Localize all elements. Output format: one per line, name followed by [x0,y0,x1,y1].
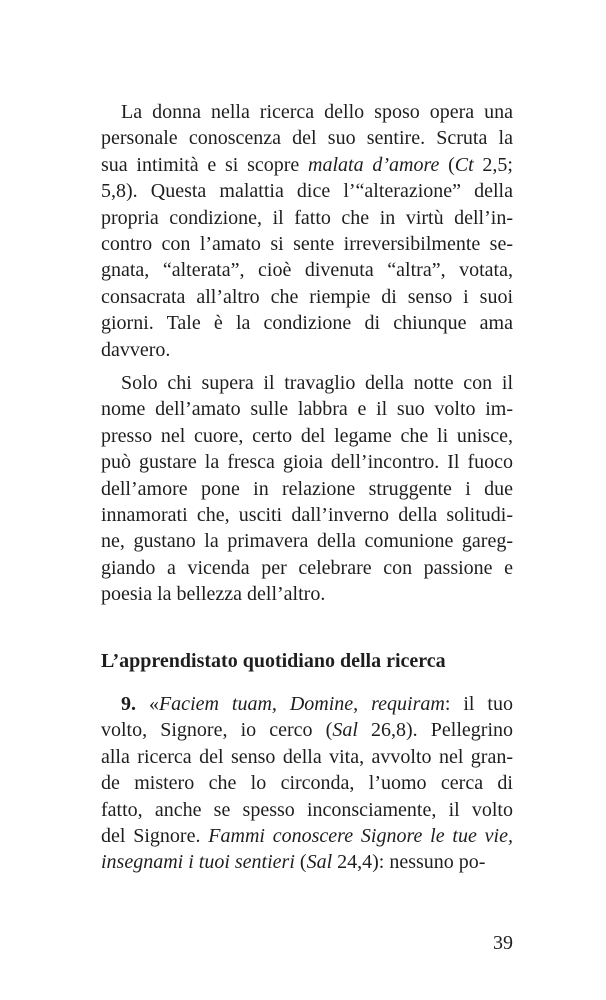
text-segment: sua intimità e si scopre [101,153,309,176]
paragraph-line [101,284,513,310]
page-number: 39 [493,932,513,954]
paragraph-line [101,205,513,231]
paragraph-line [121,370,513,396]
text-segment: « [136,693,159,715]
text-segment: : il tuo [444,693,513,715]
paragraph-line [101,744,513,770]
paragraph-line [101,717,513,743]
text-segment: innamorati che, usciti dall’inverno della solitudi- [101,504,513,526]
text-segment: davvero. [101,338,171,361]
italic-text: Sal [332,719,358,742]
paragraph-line [101,449,513,475]
paragraph-line [101,337,513,363]
text-segment: poesia la bellezza dell’altro. [101,583,326,606]
text-segment: può gustare la fresca gioia dell’incontro. Il fuoco [101,451,513,474]
text-segment: personale conoscenza del suo sentire. Scruta la [101,127,513,150]
text-segment: nome dell’amato sulle labbra e il suo volto im- [101,398,513,421]
text-segment: La donna nella ricerca dello sposo opera una [121,101,513,123]
paragraph-line [101,770,513,796]
paragraph-line [101,528,513,554]
text-segment: consacrata all’altro che riempie di senso i suoi [101,285,513,308]
text-segment: del Signore. [101,825,209,847]
paragraph-line [101,396,513,422]
text-segment: 26,8). Pellegrino [357,719,513,742]
paragraph-line [101,178,513,204]
italic-text: Fammi conoscere Signore le tue vie, [208,825,513,847]
paragraph-line [101,231,513,257]
text-segment: ( [439,153,455,176]
paragraph-line [101,423,513,449]
italic-text: insegnami i tuoi sentieri [101,851,295,874]
paragraph-line [101,310,513,336]
italic-text: Faciem tuam, Domine, requiram [158,693,445,715]
text-segment: 2,5; [473,153,513,176]
paragraph-line [121,99,513,125]
bold-text: 9. [121,693,136,715]
text-segment: giorni. Tale è la condizione di chiunque ama [101,312,513,335]
paragraph-line [101,823,513,849]
text-segment: contro con l’amato si sente irreversibilmente se- [101,233,513,255]
text-segment: gnata, “alterata”, cioè divenuta “altra”, votata, [101,259,513,282]
section-heading: L’apprendistato quotidiano della ricerca [101,650,446,672]
paragraph-line [101,849,513,875]
paragraph-line [121,691,513,717]
paragraph-line [101,257,513,283]
text-segment: propria condizione, il fatto che in virtù dell’in- [101,206,513,229]
text-segment: 24,4): nessuno po- [332,851,486,874]
text-segment: 5,8). Questa malattia dice l’“alterazione” della [101,180,513,203]
text-segment: volto, Signore, io cerco ( [101,719,333,742]
text-segment: fatto, anche se spesso inconsciamente, il volto [101,798,513,821]
italic-text: Ct [454,153,474,176]
paragraph-line [101,125,513,151]
text-segment: giando a vicenda per celebrare con passione e [101,556,513,579]
italic-text: Sal [306,851,333,874]
paragraph-line [101,476,513,502]
paragraph-line [101,581,513,607]
text-segment: dell’amore pone in relazione struggente i due [101,477,513,500]
text-segment: ( [294,851,307,874]
paragraph-line [101,152,513,178]
italic-text: malata d’amore [308,153,440,176]
paragraph-line [101,502,513,528]
text-segment: Solo chi supera il travaglio della notte con il [121,372,513,394]
text-segment: de mistero che lo circonda, l’uomo cerca di [101,772,513,795]
text-segment: ne, gustano la primavera della comunione gareg- [101,530,513,553]
paragraph-line [101,555,513,581]
text-segment: alla ricerca del senso della vita, avvolto nel gran- [101,745,513,768]
text-segment: presso nel cuore, certo del legame che li unisce, [101,424,513,447]
paragraph-line [101,797,513,823]
